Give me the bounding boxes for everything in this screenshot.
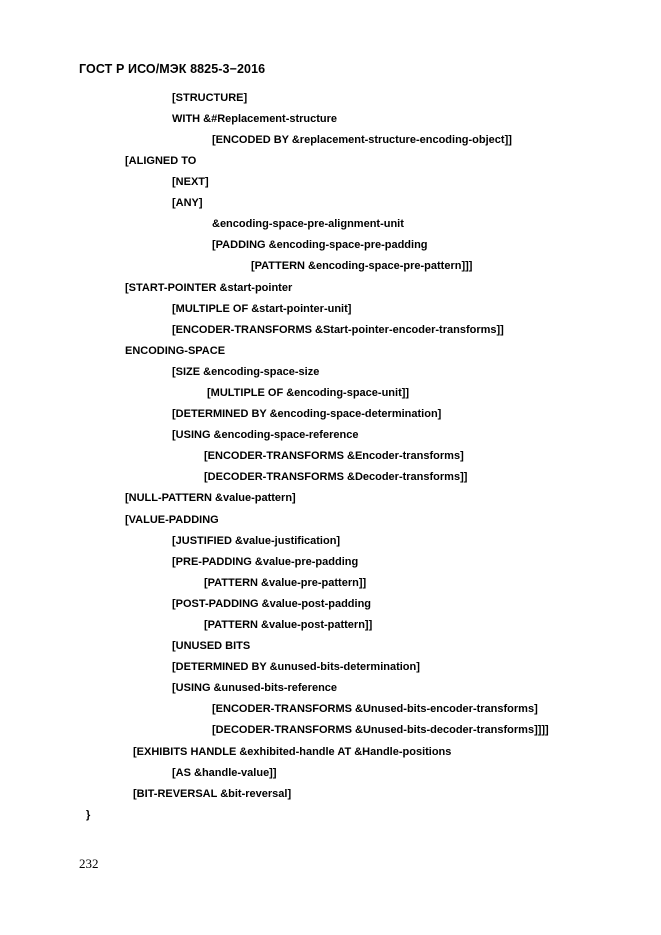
page-number: 232 (79, 856, 99, 871)
code-line: [PATTERN &encoding-space-pre-pattern]]] (251, 260, 473, 272)
code-line: [DECODER-TRANSFORMS &Unused-bits-decoder-transforms]]]] (212, 724, 549, 736)
code-line: [NEXT] (172, 176, 209, 188)
code-line: [STRUCTURE] (172, 92, 248, 104)
code-line: [BIT-REVERSAL &bit-reversal] (133, 788, 292, 800)
code-line: [MULTIPLE OF &encoding-space-unit]] (207, 387, 410, 399)
code-line: [NULL-PATTERN &value-pattern] (125, 492, 296, 504)
code-line: [USING &encoding-space-reference (172, 429, 359, 441)
code-line: [START-POINTER &start-pointer (125, 282, 293, 294)
document-header: ГОСТ Р ИСО/МЭК 8825-3−2016 (79, 62, 266, 76)
code-line: [MULTIPLE OF &start-pointer-unit] (172, 303, 352, 315)
code-line: &encoding-space-pre-alignment-unit (212, 218, 404, 230)
code-line: [PATTERN &value-post-pattern]] (204, 619, 373, 631)
code-line: [USING &unused-bits-reference (172, 682, 338, 694)
code-line: [DECODER-TRANSFORMS &Decoder-transforms]] (204, 471, 468, 483)
code-line: [POST-PADDING &value-post-padding (172, 598, 372, 610)
code-line: [PADDING &encoding-space-pre-padding (212, 239, 428, 251)
code-line: [PATTERN &value-pre-pattern]] (204, 577, 367, 589)
code-line: [DETERMINED BY &unused-bits-determination] (172, 661, 420, 673)
code-line: [SIZE &encoding-space-size (172, 366, 320, 378)
code-line: [ANY] (172, 197, 203, 209)
code-line: [DETERMINED BY &encoding-space-determination] (172, 408, 442, 420)
code-line: [PRE-PADDING &value-pre-padding (172, 556, 359, 568)
code-line: [ENCODER-TRANSFORMS &Unused-bits-encoder-transforms] (212, 703, 538, 715)
code-line: [EXHIBITS HANDLE &exhibited-handle AT &Handle-positions (133, 746, 452, 758)
code-line: ENCODING-SPACE (125, 345, 226, 357)
code-line: [ALIGNED TO (125, 155, 197, 167)
code-line: [UNUSED BITS (172, 640, 251, 652)
closing-brace: } (86, 809, 91, 821)
code-line: [ENCODER-TRANSFORMS &Start-pointer-encoder-transforms]] (172, 324, 504, 336)
code-line: [ENCODER-TRANSFORMS &Encoder-transforms] (204, 450, 464, 462)
code-line: [JUSTIFIED &value-justification] (172, 535, 341, 547)
code-line: [ENCODED BY &replacement-structure-encoding-object]] (212, 134, 512, 146)
code-line: [VALUE-PADDING (125, 514, 219, 526)
code-line: [AS &handle-value]] (172, 767, 277, 779)
code-line: WITH &#Replacement-structure (172, 113, 338, 125)
